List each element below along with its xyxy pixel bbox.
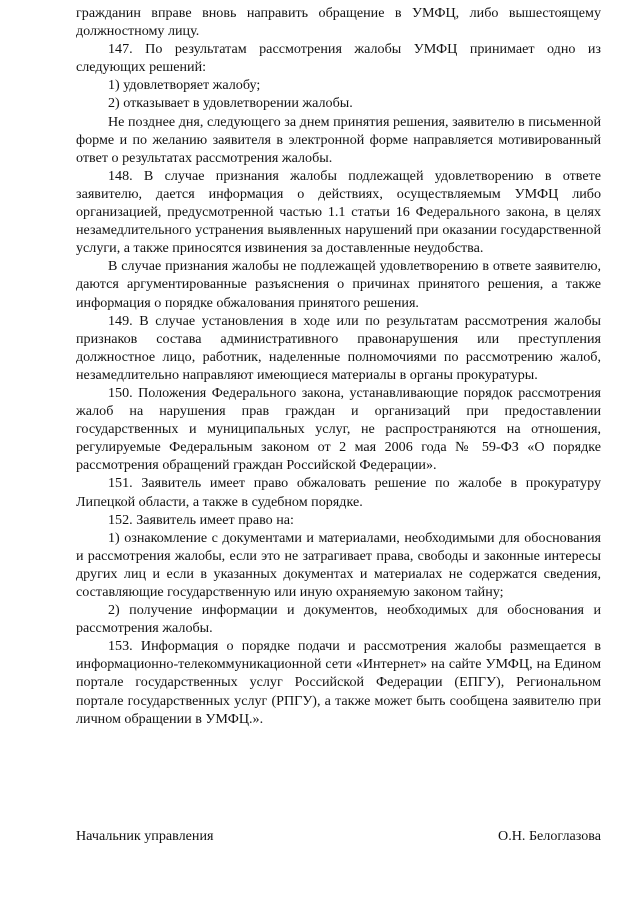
list-item-147-1: 1) удовлетворяет жалобу; bbox=[108, 77, 261, 94]
paragraph-148: 148. В случае признания жалобы подлежащей удовлетворению в ответе заявителю, дается информация о действиях, осуществляемым УМФЦ либо организацией, предусмотренной частью 1.1 статьи 16 Федерального закона, в целях незамедлительного устранения выявленных нарушений при оказании государственной услуги, а также приносятся извинения за доставленные неудобства. bbox=[76, 167, 601, 257]
paragraph-continuation: гражданин вправе вновь направить обращение в УМФЦ, либо вышестоящему должностному лицу. bbox=[76, 5, 601, 40]
paragraph-148-refusal: В случае признания жалобы не подлежащей удовлетворению в ответе заявителю, даются аргументированные разъяснения о причинах принятого решения, а также информация о порядке обжалования принятого решения. bbox=[76, 258, 601, 311]
list-item-152-2: 2) получение информации и документов, необходимых для обоснования и рассмотрения жалобы. bbox=[76, 602, 601, 637]
document-body bbox=[76, 4, 601, 728]
paragraph-152: 152. Заявитель имеет право на: bbox=[108, 511, 294, 528]
paragraph-147: 147. По результатам рассмотрения жалобы УМФЦ принимает одно из следующих решений: bbox=[76, 41, 601, 76]
paragraph-150: 150. Положения Федерального закона, устанавливающие порядок рассмотрения жалоб на нарушения прав граждан и организаций при предоставлении государственных и муниципальных услуг, не распространяются на отношения, регулируемые Федеральным законом от 2 мая 2006 года № 59-ФЗ «О порядке рассмотрения обращений граждан Российской Федерации». bbox=[76, 384, 601, 474]
paragraph-149: 149. В случае установления в ходе или по результатам рассмотрения жалобы признаков состава административного правонарушения или преступления должностное лицо, работник, наделенные полномочиями по рассмотрению жалоб, незамедлительно направляют имеющиеся материалы в органы прокуратуры. bbox=[76, 312, 601, 383]
list-item-147-2: 2) отказывает в удовлетворении жалобы. bbox=[108, 95, 353, 112]
paragraph-151: 151. Заявитель имеет право обжаловать решение по жалобе в прокуратуру Липецкой области, а также в судебном порядке. bbox=[76, 475, 601, 510]
signature-block bbox=[76, 827, 601, 845]
signatory-position: Начальник управления bbox=[76, 828, 214, 844]
paragraph-147-deadline: Не позднее дня, следующего за днем принятия решения, заявителю в письменной форме и по желанию заявителя в электронной форме направляется мотивированный ответ о результатах рассмотрения жалобы. bbox=[76, 113, 601, 166]
paragraph-153: 153. Информация о порядке подачи и рассмотрения жалобы размещается в информационно-телекоммуникационной сети «Интернет» на сайте УМФЦ, на Едином портале государственных услуг Российской Федерации (ЕПГУ), Региональном портале государственных услуг (РПГУ), а также может быть сообщена заявителю при личном обращении в УМФЦ.». bbox=[76, 638, 601, 727]
signatory-name: О.Н. Белоглазова bbox=[498, 828, 601, 844]
list-item-152-1: 1) ознакомление с документами и материалами, необходимыми для обоснования и рассмотрения жалобы, если это не затрагивает права, свободы и законные интересы других лиц и если в указанных документах и материалах не содержатся сведения, составляющие государственную или иную охраняемую законом тайну; bbox=[76, 529, 601, 600]
